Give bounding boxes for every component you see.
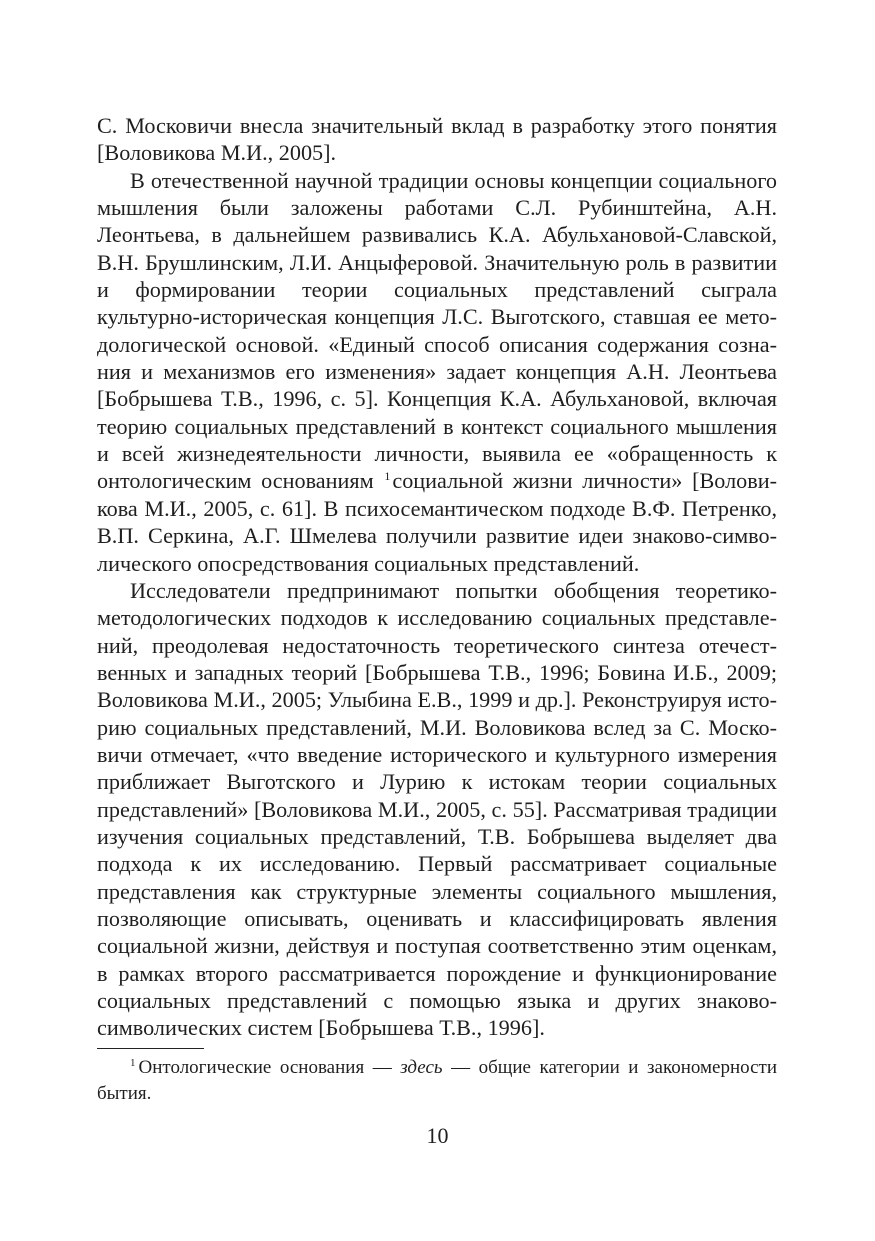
main-text xyxy=(97,112,777,1042)
footnote-emphasis: здесь xyxy=(400,1057,443,1078)
paragraph-1: С. Московичи внесла значительный вклад в разработку этого понятия [Воловикова М.И., 2005]. xyxy=(97,113,777,166)
page-number: 10 xyxy=(426,1123,449,1148)
footnote-text-before: Онтологические основания — xyxy=(138,1057,392,1078)
paragraph-2-text: В отечественной научной традиции основы концепции социального мышления были заложены работами С.Л. Рубинштейна, А.Н. Леонтьева, в дальнейшем развивались К.А. Абульхановой-Славской, В.Н. Брушлинским, Л.И. Анцыферовой. Значительную роль в развитии и формировании теории социальных представлений сыграла культурно-историческая концепция Л.С. Выготского, ставшая ее методологической основой. «Единый способ описания содержания сознания и механизмов его изменения» задает концепция А.Н. Леонтьева [Бобрышева Т.В., 1996, с. 5]. Концепция К.А. Абульхановой, включая теорию социальных представлений в контекст социального мышления и всей жизнедеятельности личности, выявила ее «обращенность к онтологическим основаниям xyxy=(97,167,777,494)
footnote-text-after: — общие категории и закономерности бытия. xyxy=(97,1057,778,1104)
paragraph-2 xyxy=(97,167,777,577)
footnote-separator xyxy=(97,1048,204,1049)
footnote-reference: 1 xyxy=(384,469,391,484)
footnote-marker: 1 xyxy=(130,1057,136,1069)
paragraph-3: Исследователи предпринимают попытки обобщения теоретико-методологических подходов к исследованию социальных представлений, преодолевая недостаточность теоретического синтеза отечественных и западных теорий [Бобрышева Т.В., 1996; Бовина И.Б., 2009; Воловикова М.И., 2005; Улыбина Е.В., 1999 и др.]. Реконструируя историю социальных представлений, М.И. Воловикова вслед за С. Московичи отмечает, «что введение исторического и культурного измерения приближает Выготского и Лурию к истокам теории социальных представлений» [Воловикова М.И., 2005, с. 55]. Рассматривая традиции изучения социальных представлений, Т.В. Бобрышева выделяет два подхода к их исследованию. Первый рассматривает социальные представления как структурные элементы социального мышления, позволяющие описывать, оценивать и классифицировать явления социальной жизни, действуя и поступая соответственно этим оценкам, в рамках второго рассматривается порождение и функционирование социальных представлений с помощью языка и других знаково-символических систем [Бобрышева Т.В., 1996]. xyxy=(97,577,777,1041)
footnote xyxy=(97,1055,777,1107)
paragraph-2-continuation: социальной жизни личности» [Воловикова М.И., 2005, с. 61]. В психосемантическом подходе В.Ф. Петренко, В.П. Серкина, А.Г. Шмелева получили развитие идеи знаково-символического опосредствования социальных представлений. xyxy=(97,468,778,576)
